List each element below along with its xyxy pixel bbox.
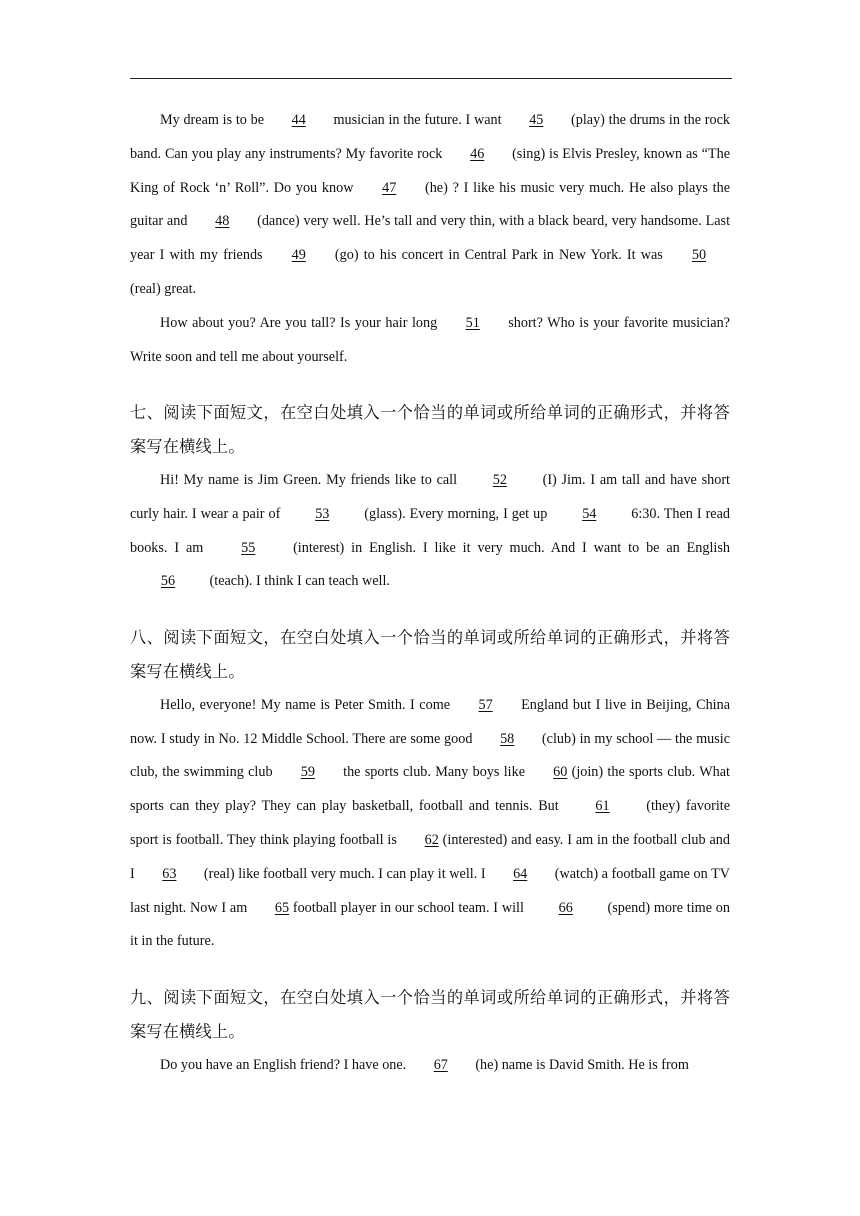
blank-59[interactable]: 59: [300, 764, 315, 781]
section-heading: 九、阅读下面短文，在空白处填入一个恰当的单词或所给单词的正确形式，并将答案写在横线上。: [130, 988, 730, 1041]
text-run: musician in the future. I want: [329, 112, 506, 128]
text-run: (play) the drums in the rock band. Can you play any instruments? My favorite rock: [130, 112, 730, 162]
blank-66[interactable]: 66: [558, 899, 573, 916]
text-run: Hi! My name is Jim Green. My friends like to call: [160, 471, 462, 488]
blank-63[interactable]: 63: [162, 865, 177, 882]
blank-55[interactable]: 55: [241, 539, 256, 556]
blank-57[interactable]: 57: [478, 696, 493, 713]
blank-58[interactable]: 58: [500, 730, 515, 747]
blank-56[interactable]: 56: [160, 573, 176, 590]
blank-51[interactable]: 51: [465, 314, 480, 331]
text-run: (spend) more time on it in the future.: [130, 899, 730, 950]
blank-46[interactable]: 46: [470, 145, 485, 162]
text-run: How about you? Are you tall? Is your hair long: [160, 314, 442, 331]
text-run: football player in our school team. I will: [289, 899, 528, 916]
text-run: (dance) very well. He’s tall and very thin, with a black beard, very handsome. Last year I with my friends: [130, 213, 731, 264]
text-run: 6:30. Then I read books. I am: [130, 505, 730, 556]
text-run: (club) in my school — the music club, the swimming club: [130, 730, 730, 781]
text-run: Hello, everyone! My name is Peter Smith. I come: [160, 696, 455, 713]
blank-53[interactable]: 53: [315, 505, 330, 522]
blank-52[interactable]: 52: [492, 471, 507, 488]
blank-45[interactable]: 45: [529, 112, 544, 128]
text-run: (interested) and easy. I am in the football club and I: [130, 831, 730, 882]
blank-60[interactable]: 60: [553, 764, 568, 781]
text-run: the sports club. Many boys like: [338, 764, 530, 781]
passage-paragraph: [130, 689, 730, 959]
blank-47[interactable]: 47: [382, 179, 397, 196]
text-run: (he) name is David Smith. He is from: [471, 1056, 689, 1073]
blank-49[interactable]: 49: [291, 247, 306, 264]
text-run: (real) great.: [130, 280, 197, 297]
section-8: [130, 621, 730, 959]
text-run: England but I live in Beijing, China now. I study in No. 12 Middle School. There are some good: [130, 696, 730, 747]
blank-62[interactable]: 62: [424, 831, 439, 848]
text-run: (glass). Every morning, I get up: [360, 505, 552, 522]
section-heading: 八、阅读下面短文，在空白处填入一个恰当的单词或所给单词的正确形式，并将答案写在横线上。: [130, 628, 730, 681]
blank-64[interactable]: 64: [513, 865, 528, 882]
text-run: (watch) a football game on TV last night. Now I am: [130, 865, 730, 916]
text-run: (join) the sports club. What sports can they play? They can play basketball, football and tennis. But: [130, 764, 730, 815]
passage-paragraph: [130, 464, 730, 599]
blank-44[interactable]: 44: [291, 112, 306, 128]
section-7: [130, 396, 730, 599]
section-heading: 七、阅读下面短文，在空白处填入一个恰当的单词或所给单词的正确形式，并将答案写在横线上。: [130, 403, 730, 457]
text-run: (they) favorite sport is football. They think playing football is: [130, 798, 730, 848]
passage-paragraph: [130, 307, 730, 375]
document-content: [130, 104, 730, 1083]
blank-67[interactable]: 67: [433, 1056, 448, 1073]
passage-paragraph: [130, 104, 730, 307]
text-run: (I) Jim. I am tall and have short curly hair. I wear a pair of: [130, 471, 730, 522]
section-9: [130, 981, 730, 1082]
text-run: (interest) in English. I like it very much. And I want to be an English: [286, 539, 730, 556]
passage-paragraph: [130, 1049, 730, 1083]
text-run: (real) like football very much. I can play it well. I: [200, 865, 490, 882]
text-run: (sing) is Elvis Presley, known as “The King of Rock ‘n’ Roll”. Do you know: [130, 145, 730, 196]
blank-50[interactable]: 50: [691, 247, 707, 264]
blank-54[interactable]: 54: [582, 505, 597, 522]
text-run: My dream is to be: [160, 112, 268, 128]
text-run: (teach). I think I can teach well.: [206, 573, 390, 590]
text-run: Do you have an English friend? I have one.: [160, 1056, 410, 1073]
blank-61[interactable]: 61: [595, 798, 610, 815]
text-run: short? Who is your favorite musician? Write soon and tell me about yourself.: [130, 314, 730, 365]
blank-65[interactable]: 65: [274, 899, 290, 916]
header-rule: [130, 78, 732, 79]
text-run: (he) ? I like his music very much. He also plays the guitar and: [130, 179, 730, 230]
text-run: (go) to his concert in Central Park in New York. It was: [329, 247, 668, 264]
blank-48[interactable]: 48: [215, 213, 230, 230]
